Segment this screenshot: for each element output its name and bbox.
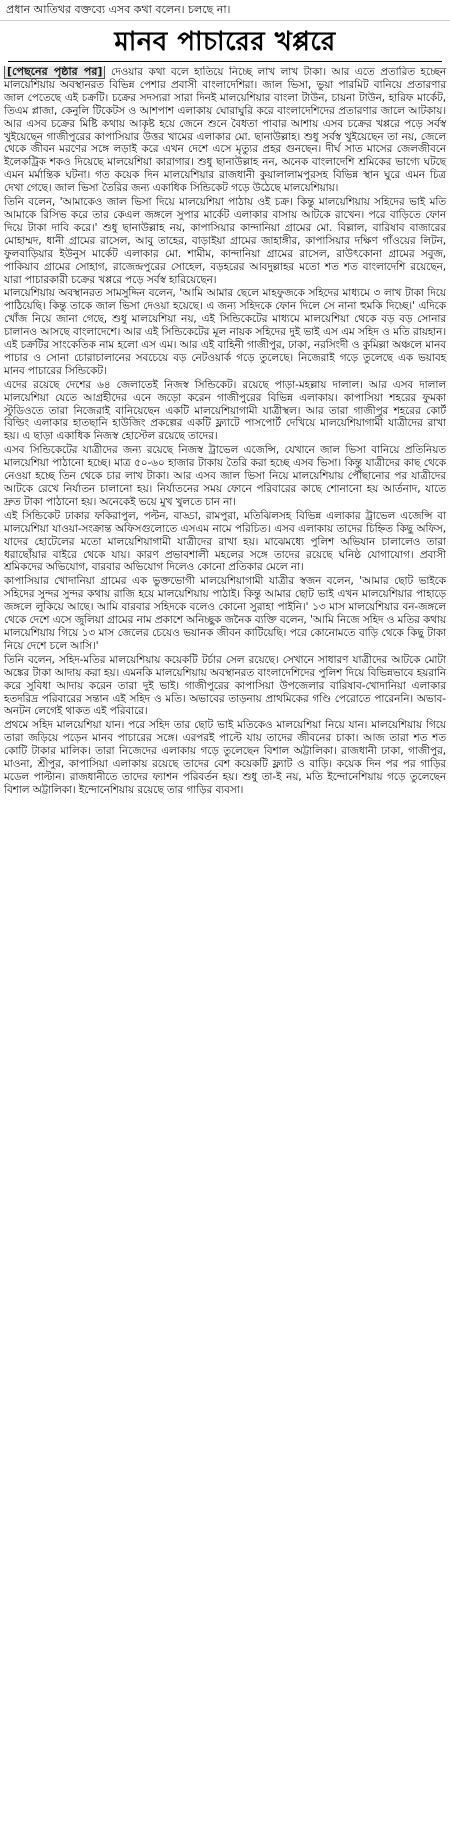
paragraph-1-text: দেওয়ার কথা বলে হাতিয়ে নিচ্ছে লাখ লাখ টাকা। আর এতে প্রতারিত হচ্ছেন মালয়েশিয়ায় অবস্থানরত বিভিন্ন পেশার প্রবাসী বাংলাদেশিরা। জাল ভিসা, ভুয়া পারমিট বানিয়ে প্রতারণার জাল পেতেছে এই চক্রটি। চক্রের সদস্যরা সারা দিনই মালয়েশিয়ার বাংলা টাউন, চায়না টাউন, হারিফ মার্কেট, তিএম প্লাজা, কেনুলি টিকেটস ও আশপাশ এলাকায় ঘোরাঘুরি করে বাংলাদেশিদের প্রতারণার জালে আটকায়। আর এসব চক্রের মিষ্টি কথায় আকৃষ্ট হয়ে জেনে শুনে বৈধতা পাবার আশায় এসব চক্রের খপ্পরে পড়ে সর্বস্ব খুইয়েছেন গাজীপুরের কাপাসিয়ার উত্তর খামের এলাকার মো. ছানাউল্লাহ। শুধু সর্বস্ব খুইয়েছেন তা নয়, জেলে থেকে জীবন মরণের সঙ্গে লড়াই করে এখন দেশে এসে মৃত্যুর প্রহর গুনছেন। দীর্ঘ সাত মাসের জেলজীবনে ইলেকট্রিক শকও দিয়েছে মালয়েশিয়া কারাগার। শুধু ছানাউল্লাহ নন, অনেক বাংলাদেশি শ্রমিকের ভাগ্যে ঘটছে এমন মর্মান্তিক ঘটনা। গত কয়েক দিন মালয়েশিয়ার রাজধানী কুয়ালালামপুরসহ বিভিন্ন স্থান ঘুরে এমন চিত্র দেখা গেছে। জাল ভিসা তৈরির জন্য একাধিক সিন্ডিকেট গড়ে উঠেছে মালয়েশিয়ায়। (4, 66, 447, 195)
paragraph-2: তিনি বলেন, 'আমাকেও জাল ভিসা দিয়ে মালয়েশিয়া পাঠায় ওই চক্র। কিন্তু মালয়েশিয়ায় সহিদের ভাই মতি আমাকে রিসিভ করে তার কেএল জঙ্গলে সুপার মার্কেট এলাকার বাসায় আটকে রাখেন। পরে বাড়িতে ফোন দিয়ে টাকা দাবি করে।' শুধু ছানাউল্লাহ নয়, কাপাসিয়ার কান্দানিয়া গ্রামের মো. বিল্লাল, বারিষাব বাজারের মোহাম্মদ, ধানী গ্রামের রাসেল, আবু তাহের, বাড়াইয়া গ্রামের জাহাঙ্গীর, কাপাসিয়ার দক্ষিণ গাঁওয়ের লিটন, ফুলবাড়িয়ার ইউনুস মার্কেট এলাকার মো. শামীম, কান্দানিয়া গ্রামের রাসেল, রাউৎকোনা গ্রামের সবুজ, পাকিয়াব গ্রামের সোহাগ, রাজেন্দ্রপুরের সোহেল, বড়হরের আবদুল্লাহর মতো শত শত বাংলাদেশি রয়েছেন, যারা পাচারকারী চক্রের খপ্পরে পড়ে সর্বস্ব হারিয়েছেন। (4, 196, 446, 286)
paragraph-7: কাপাসিয়ার খোদানিয়া গ্রামের এক ভুক্তভোগী মালয়েশিয়াগামী যাত্রীর স্বজন বলেন, 'আমার ছোট ভাইকে সহিদের সুন্দর সুন্দর কথায় রাজি হয়ে মালয়েশিয়ায় পাঠাই। কিন্তু আমার ছোট ভাই এখন মালয়েশিয়ার পাহাড়ে জঙ্গলে লুকিয়ে আছে। আমি বারবার সহিদকে বলেও কোনো সুরাহা পাইনি।' ১৩ মাস মালয়েশিয়ার বন-জঙ্গলে থেকে দেশে এসে জুলিয়া গ্রামের নাম প্রকাশে অনিচ্ছুক জনৈক ব্যক্তি বলেন, 'আমি নিজে সহিদ ও মতির কথায় মালয়েশিয়ায় গিয়ে ১৩ মাস জেলের চেয়েও ভয়ানক জীবন কাটিয়েছি। পরে কোনোমতে বাড়ি থেকে কিছু টাকা নিয়ে দেশে চলে আসি।' (4, 575, 446, 652)
previous-article-fragment: প্রধান আতিথর বক্তব্যে এসব কথা বলেন। চলছে না। (0, 0, 450, 21)
headline: মানব পাচারের খপ্পরে (114, 27, 336, 57)
headline-divider (8, 61, 442, 62)
paragraph-6: এই সিন্ডিকেট ঢাকার ফকিরাপুল, পল্টন, বাড্ডা, রামপুরা, মতিঝিলসহ বিভিন্ন এলাকার ট্রাভেল এজেন্সি বা মালয়েশিয়া যাওয়া-সংক্রান্ত অফিসগুলোতে এসএম নামে পরিচিত। এসব এলাকায় তাদের চিহ্নিত কিছু অফিস, যাদের হোটেলের মতো মালয়েশিয়াগামী যাত্রীদের রাখা হয়। মাঝেমধ্যে পুলিশ অভিযান চালালেও তারা ধরাছোঁয়ার বাইরে থেকে যায়। কারণ প্রভাবশালী মহলের সঙ্গে তাদের রয়েছে ঘনিষ্ঠ যোগাযোগ। প্রবাসী শ্রমিকদের অভিযোগ, বারবার অভিযোগ দিলেও কোনো প্রতিকার মেলে না। (4, 509, 446, 574)
paragraph-5: এসব সিন্ডিকেটের যাত্রীদের জন্য রয়েছে নিজস্ব ট্রাভেল এজেন্সি, যেখানে জাল ভিসা বানিয়ে প্রতিনিয়ত মালয়েশিয়া পাঠানো হচ্ছে। মাত্র ৫০-৬০ হাজার টাকায় তৈরি করা হচ্ছে এসব ভিসা। কিন্তু যাত্রীদের কাছ থেকে নেওয়া হচ্ছে তিন থেকে চার লাখ টাকা। আর এসব জাল ভিসা নিয়ে মালয়েশিয়ায় পৌঁছানোর পর যাত্রীদের আটকে রেখে নির্যাতন চালানো হয়। নির্যাতনের সময় ফোনে পরিবারের কাছে শোনানো হয় আর্তনাদ, যাতে দ্রুত টাকা পাঠানো হয়। অনেকেই ভয়ে মুখ খুলতে চান না। (4, 444, 446, 508)
paragraph-4: এদের রয়েছে দেশের ৬৪ জেলাতেই নিজস্ব সিন্ডিকেট। রয়েছে পাড়া-মহল্লায় দালাল। আর এসব দালাল মালয়েশিয়া যেতে আগ্রহীদের এনে জড়ো করেন গাজীপুরের বিভিন্ন এলাকায়। কাপাসিয়া শহরের ফুমকা স্টুডিওতে তারা নিজেরাই বানিয়েছেন একটি মালয়েশিয়াগামী যাত্রীস্থল। আর তারা গাজীপুর শহরের কোর্ট বিল্ডিং এলাকার হাতছানি হাউজিং প্রকল্পের একটি ফ্ল্যাটে পাসপোর্ট দেখিয়ে মালয়েশিয়াগামী যাত্রীদের রাখা হয়। এ ছাড়া একাধিক নিজস্ব হোস্টেল রয়েছে তাদের। (4, 378, 446, 443)
paragraph-8: তিনি বলেন, সহিদ-মতির মালয়েশিয়ায় কয়েকটি টর্চার সেল রয়েছে। সেখানে সাধারণ যাত্রীদের আটকে মোটা অঙ্কের টাকা আদায় করা হয়। এমনকি মালয়েশিয়ায় অবস্থানরত বাংলাদেশিদের পুলিশ দিয়ে বিভিন্নভাবে হয়রানি করে সুবিধা আদায় করেন তারা দুই ভাই। গাজীপুরের কাপাসিয়া উপজেলার বারিষাব-খোদানিয়া এলাকার হতদরিদ্র পরিবারের সন্তান এই সহিদ ও মতি। অভাবের তাড়নায় প্রাথমিকের গণ্ডি পেরোতে পারেননি। অভাব-অনটন লেগেই থাকত এই পরিবারে। (4, 653, 446, 718)
continuation-tag: [পেছনের পৃষ্ঠার পর] (4, 66, 105, 79)
article-body (0, 66, 450, 1806)
paragraph-1 (4, 66, 446, 195)
paragraph-3: মালয়েশিয়ায় অবস্থানরত সামসুদ্দিন বলেন, 'আমি আমার ছেলে মাহফুজকে সহিদের মাধ্যমে ৩ লাখ টাকা দিয়ে পাঠিয়েছি। কিন্তু তাকে জাল ভিসা দেওয়া হয়েছে। এ জন্য সহিদকে ফোন দিলে সে নানা হুমকি দিচ্ছে।' এদিকে খোঁজ নিয়ে জানা গেছে, শুধু মালয়েশিয়া নয়, এই সিন্ডিকেটের মাধ্যমে মালয়েশিয়া থেকে বড় বড় সোনার চালানও আসছে বাংলাদেশে। আর এই সিন্ডিকেটের মূল নায়ক সহিদের দুই ভাই এস এম সহিদ ও মতি রায়হান। এই চক্রটির সাংকেতিক নাম হলো এস এম। আর এই বাহিনী গাজীপুর, ঢাকা, নরসিংদী ও কুমিল্লা অঞ্চলে মানব পাচার ও সোনা চোরাচালানের সবচেয়ে বড় নেটওয়ার্ক গড়ে তুলেছে। নিজেরাই গড়ে তুলেছে এক ভয়াবহ মানব পাচারের সিন্ডিকেট। (4, 287, 446, 377)
paragraph-9: প্রথমে সহিদ মালয়েশিয়া যান। পরে সহিদ তার ছোট ভাই মতিকেও মালয়েশিয়া নিয়ে যান। মালয়েশিয়ায় গিয়ে তারা জড়িয়ে পড়েন মানব পাচারের সঙ্গে। এরপরই পাল্টে যায় তাদের জীবনের চাকা। আজ তারা শত শত কোটি টাকার মালিক। তারা নিজেদের এলাকায় গড়ে তুলেছেন বিশাল অট্টালিকা। রাজধানী ঢাকা, গাজীপুর, মাওনা, শ্রীপুর, কাপাসিয়া এলাকায় রয়েছে তাদের বেশ কয়েকটি ফ্ল্যাট ও বাড়ি। কয়েক দিন পর পর গাড়ির মডেল পাল্টান। রাজধানীতে তাদের ফ্যাশন পরিবর্তন হয়। শুধু তা-ই নয়, মতি ইন্দোনেশিয়ায় গড়ে তুলেছেন বিশাল অট্টালিকা। ইন্দোনেশিয়ায় রয়েছে তার গাড়ির ব্যবসা। (4, 719, 446, 796)
